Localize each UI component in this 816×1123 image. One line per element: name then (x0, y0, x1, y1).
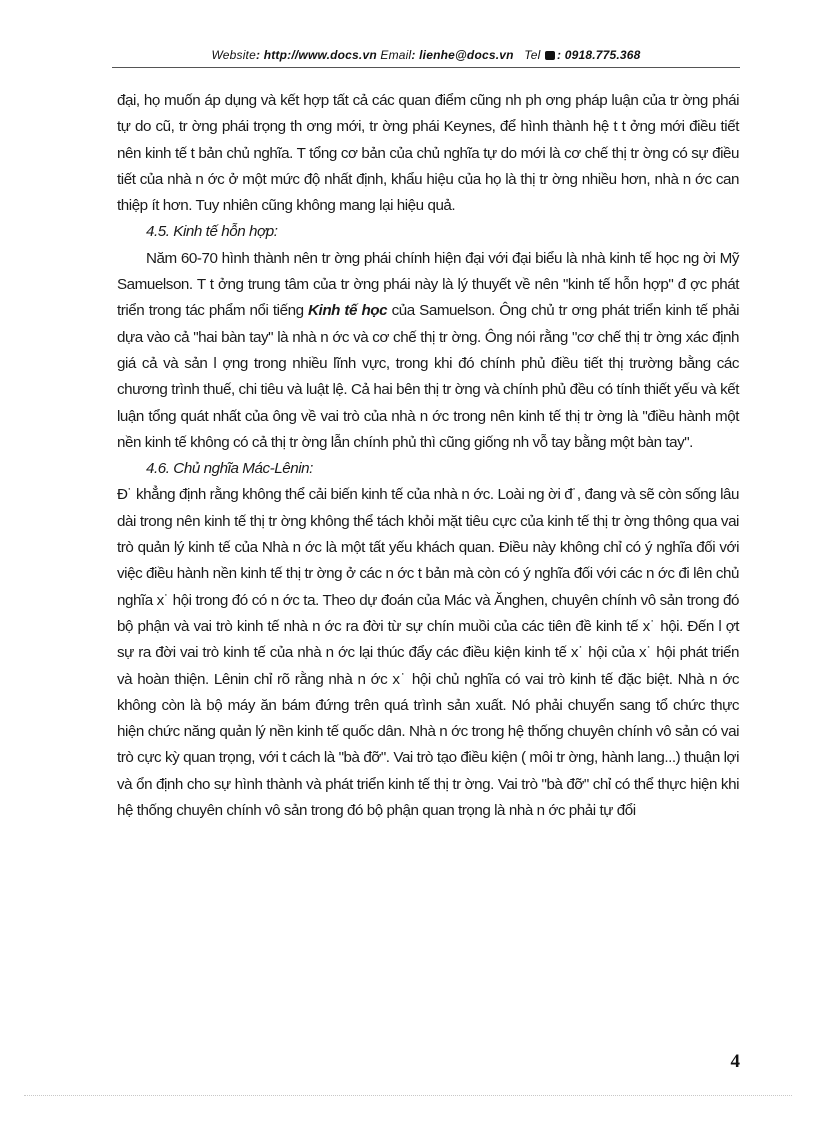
page-header (112, 48, 740, 62)
email-label: Email (380, 48, 412, 62)
tel-label: Tel (524, 48, 541, 62)
section-heading-4-5: 4.5. Kinh tế hỗn hợp: (146, 223, 278, 241)
paragraph-mixed-economy (117, 246, 739, 456)
paragraph-mixed-economy-part2: của Samuelson. Ông chủ tr ơng phát triển kinh tế phải dựa vào cả "hai bàn tay" là nhà n ớc và cơ chế thị tr ờng. Ông nói rằng "cơ chế thị tr ờng xác định giá cả và sản l ợng trong nhiều lĩnh vực, trong khi đó chính phủ điều tiết thị trường bằng các chương trình thuế, chi tiêu và luật lệ. Cả hai bên thị tr ờng và chính phủ đều có tính thiết yếu và kết luận tổng quát nhất của ông về vai trò của nhà n ớc trong nên kinh tế thị tr ờng là "điều hành một nền kinh tế không có cả thị tr ờng lẫn chính phủ thì cũng giống nh vỗ tay bằng một bàn tay". (117, 302, 739, 451)
header-divider (112, 67, 740, 68)
document-body (117, 88, 739, 824)
phone-number: : 0918.775.368 (557, 48, 641, 62)
phone-icon (545, 51, 555, 60)
website-link[interactable]: : http://www.docs.vn (255, 48, 377, 62)
website-label: Website (211, 48, 256, 62)
email-link[interactable]: : lienhe@docs.vn (411, 48, 514, 62)
page-number: 4 (730, 1051, 740, 1072)
book-title: Kinh tế học (308, 302, 388, 320)
paragraph-mixed-economy-part1: Năm 60-70 hình thành nên tr ờng phái chính hiện đại với đại biểu là nhà kinh tế học ng ời Mỹ Samuelson. T t ởng trung tâm của tr ờng phái này là lý thuyết về nên "kinh tế hỗn hợp" đ ợc phát triển trong tác phẩm nổi tiếng (117, 249, 739, 320)
section-heading-4-6: 4.6. Chủ nghĩa Mác-Lênin: (146, 460, 313, 478)
footer-divider (24, 1095, 792, 1096)
paragraph-marx-lenin: Đ˙ khẳng định rằng không thể cải biến kinh tế của nhà n ớc. Loài ng ời đ˙, đang và sẽ còn sống lâu dài trong nên kinh tế thị tr ờng không thể tách khỏi mặt tiêu cực của kinh tế thị tr ờng thông qua vai trò quản lý kinh tế của Nhà n ớc là một tất yếu khách quan. Điều này không chỉ có ý nghĩa đối với việc điều hành nền kinh tế thị tr ờng ở các n ớc t bản mà còn có ý nghĩa đối với các n ớc đi lên chủ nghĩa x˙ hội trong đó có n ớc ta. Theo dự đoán của Mác và Ănghen, chuyên chính vô sản trong đó bộ phận và vai trò kinh tế nhà n ớc ra đời từ sự chín muồi của các tiên đề kinh tế x˙ hội. Đến l ợt sự ra đời vai trò kinh tế của nhà n ớc lại thúc đẩy các điều kiện kinh tế x˙ hội của x˙ hội phát triển và hoàn thiện. Lênin chỉ rõ rằng nhà n ớc x˙ hội chủ nghĩa có vai trò kinh tế đặc biệt. Nhà n ớc không còn là bộ máy ăn bám đứng trên quá trình sản xuất. Nó phải chuyển sang tổ chức thực hiện chức năng quản lý nền kinh tế quốc dân. Nhà n ớc trong hệ thống chuyên chính vô sản có vai trò cực kỳ quan trọng, với t cách là "bà đỡ". Vai trò tạo điều kiện ( môi tr ờng, hành lang...) thuận lợi và ổn định cho sự hình thành và phát triển kinh tế thị tr ờng. Vai trò "bà đỡ" chỉ có thể thực hiện khi hệ thống chuyên chính vô sản trong đó bộ phận quan trọng là nhà n ớc phải tự đổi (117, 486, 739, 820)
paragraph-intro: đại, họ muốn áp dụng và kết hợp tất cả các quan điểm cũng nh ph ơng pháp luận của tr ờng phái tự do cũ, tr ờng phái trọng th ơng mới, tr ờng phái Keynes, để hình thành hệ t t ởng mới điều tiết nên kinh tế t bản chủ nghĩa. T tổng cơ bản của chủ nghĩa tự do mới là cơ chế thị tr ờng có sự điều tiết của nhà n ớc ở một mức độ nhất định, khẩu hiệu của họ là thị tr ờng nhiều hơn, nhà n ớc can thiệp ít hơn. Tuy nhiên cũng không mang lại hiệu quả. (117, 92, 739, 215)
